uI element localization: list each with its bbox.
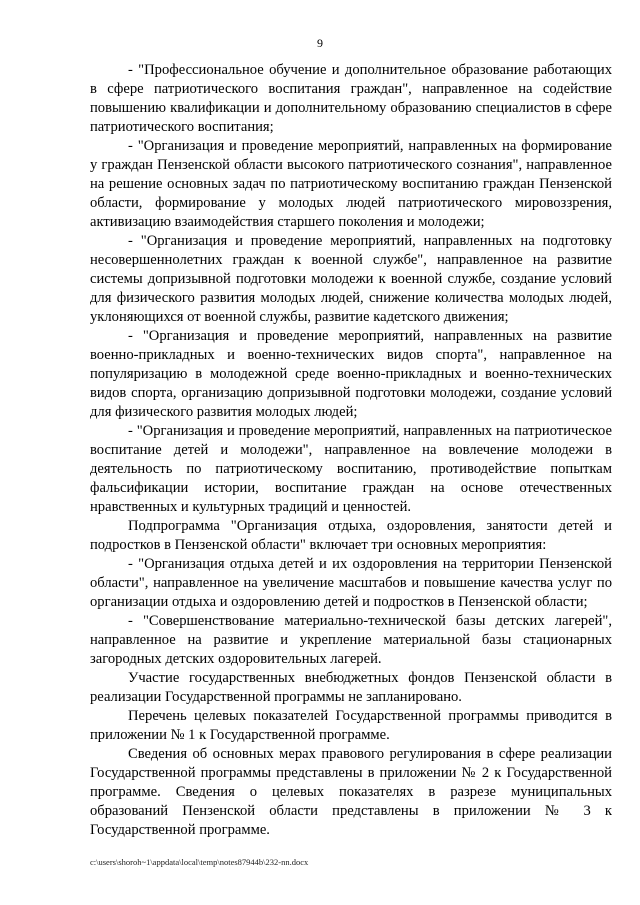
page-number: 9 — [317, 36, 323, 50]
paragraph: - "Организация отдыха детей и их оздоровления на территории Пензенской области", направленное на увеличение масштабов и повышение качества услуг по организации отдыха и оздоровлению детей и подростков в Пензенской области; — [90, 556, 612, 610]
paragraph: - "Организация и проведение мероприятий, направленных на подготовку несовершеннолетних граждан к военной службе", направленное на развитие системы допризывной подготовки молодежи к военной службе, создание условий для физического развития молодых людей, снижение количества молодых людей, уклоняющихся от военной службы, развитие кадетского движения; — [90, 233, 612, 325]
paragraph: Участие государственных внебюджетных фондов Пензенской области в реализации Государственной программы не запланировано. — [90, 670, 612, 705]
paragraph: - "Совершенствование материально-технической базы детских лагерей", направленное на развитие и укрепление материальной базы стационарных загородных детских оздоровительных лагерей. — [90, 613, 612, 667]
paragraph: - "Профессиональное обучение и дополнительное образование работающих в сфере патриотического воспитания граждан", направленное на содействие повышению квалификации и дополнительному образованию специалистов в сфере патриотического воспитания; — [90, 62, 612, 135]
file-path-footer: c:\users\shoroh~1\appdata\local\temp\notes87944b\232-nn.docx — [90, 857, 309, 867]
paragraph: - "Организация и проведение мероприятий, направленных на патриотическое воспитание детей и молодежи", направленное на вовлечение молодежи в деятельность по патриотическому воспитанию, противодействие попыткам фальсификации истории, воспитание граждан на основе отечественных нравственных и культурных традиций и ценностей. — [90, 423, 612, 515]
paragraph: Подпрограмма "Организация отдыха, оздоровления, занятости детей и подростков в Пензенской области" включает три основных мероприятия: — [90, 518, 612, 553]
paragraph: Сведения об основных мерах правового регулирования в сфере реализации Государственной программы представлены в приложении № 2 к Государственной программе. Сведения о целевых показателях в разрезе муниципальных образований Пензенской области представлены в приложении № 3 к Государственной программе. — [90, 746, 612, 838]
paragraph: - "Организация и проведение мероприятий, направленных на формирование у граждан Пензенской области высокого патриотического сознания", направленное на решение основных задач по патриотическому воспитанию граждан Пензенской области, формирование у молодых людей патриотического мировоззрения, активизацию взаимодействия старшего поколения и молодежи; — [90, 138, 612, 230]
document-body — [90, 61, 612, 840]
paragraph: Перечень целевых показателей Государственной программы приводится в приложении № 1 к Государственной программе. — [90, 708, 612, 743]
paragraph: - "Организация и проведение мероприятий, направленных на развитие военно-прикладных и военно-технических видов спорта", направленное на популяризацию в молодежной среде военно-прикладных и военно-технических видов спорта, организацию допризывной подготовки молодежи, создание условий для физического развития молодых людей; — [90, 328, 612, 420]
